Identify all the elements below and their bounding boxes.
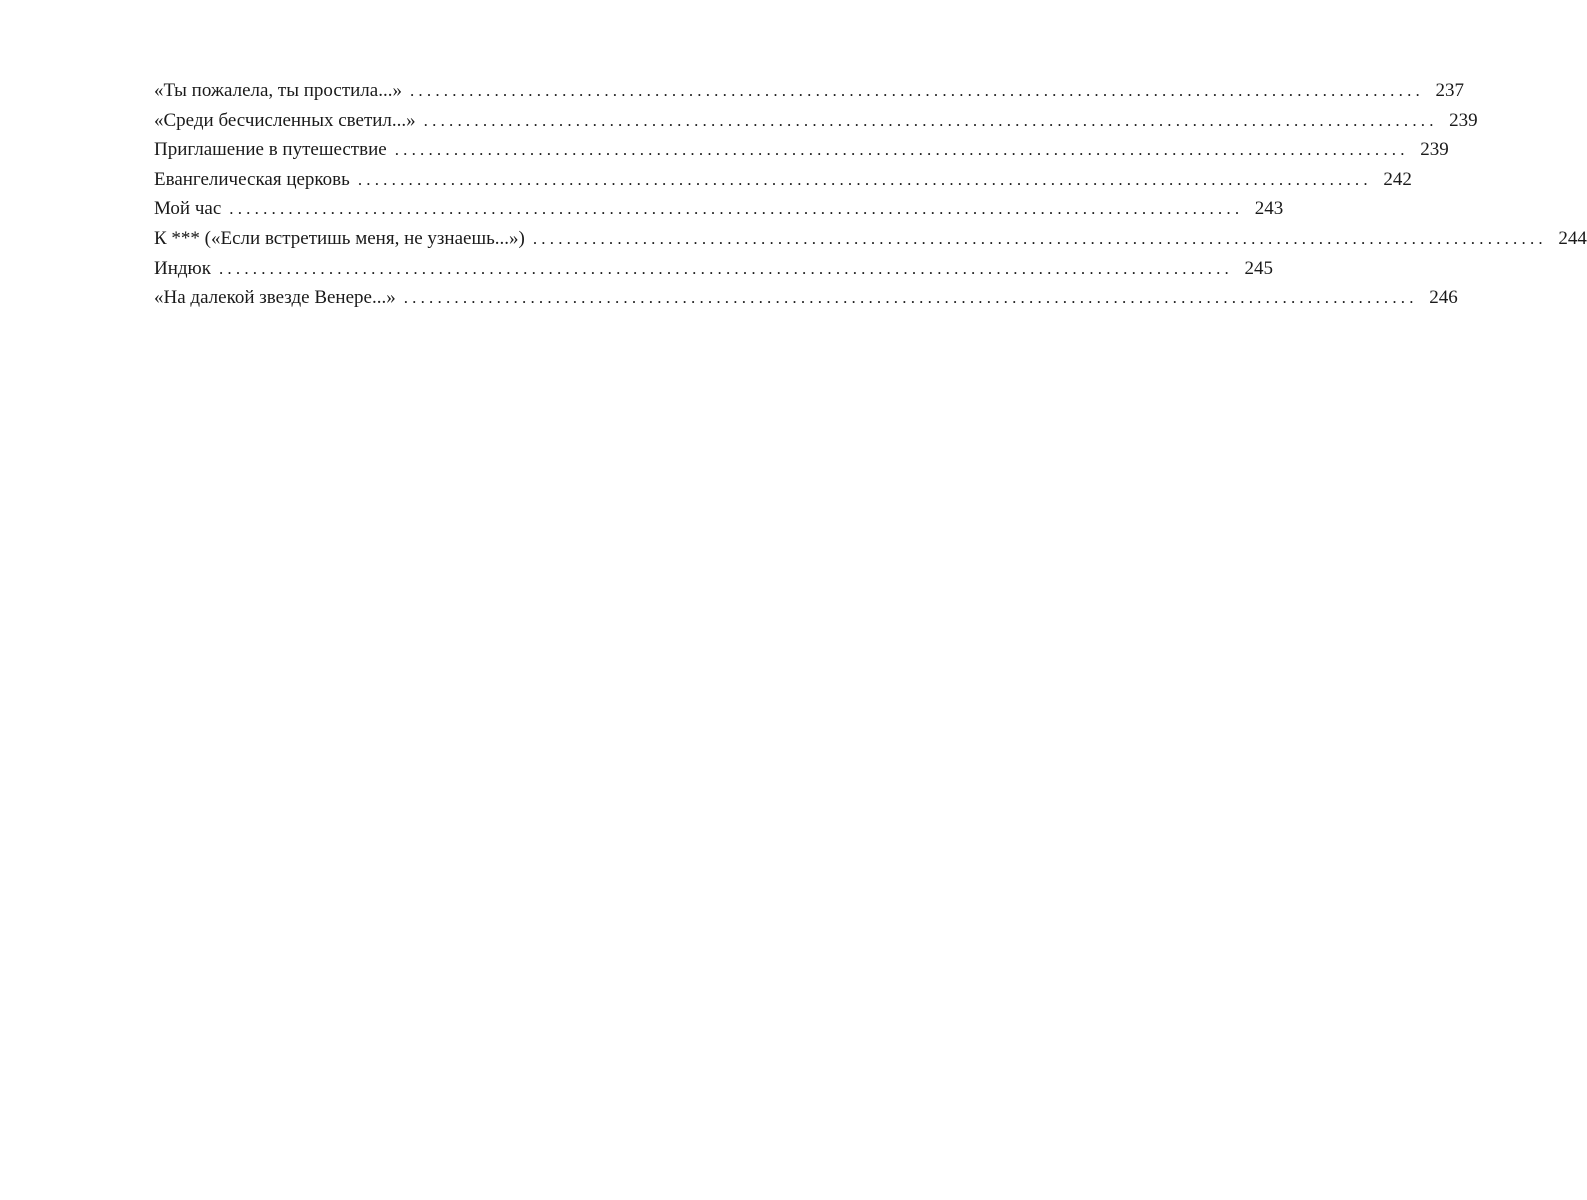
toc-entry-page: 245 <box>1244 257 1273 279</box>
toc-entry <box>154 254 1273 284</box>
toc-entry-page: 244 <box>1558 227 1587 249</box>
toc-entry-title: «Среди бесчисленных светил...» <box>154 109 416 131</box>
toc-entry <box>154 76 1464 106</box>
table-of-contents <box>154 76 1587 313</box>
dot-leader: ........................................................................................................................ <box>357 169 1372 189</box>
toc-entry <box>154 283 1458 313</box>
toc-entry-page: 239 <box>1420 139 1449 161</box>
toc-entry-title: «На далекой звезде Венере...» <box>154 287 396 309</box>
toc-entry-title: Евангелическая церковь <box>154 168 350 190</box>
toc-entry <box>154 106 1478 136</box>
toc-entry-title: «Ты пожалела, ты простила...» <box>154 80 402 101</box>
dot-leader: ........................................................................................................................ <box>218 258 1233 278</box>
toc-entry-page: 246 <box>1429 287 1458 309</box>
toc-entry <box>154 135 1449 165</box>
toc-entry-title: К *** («Если встретишь меня, не узнаешь...») <box>154 227 525 249</box>
dot-leader: ........................................................................................................................ <box>532 228 1547 248</box>
toc-entry <box>154 165 1412 195</box>
toc-entry-page: 239 <box>1449 109 1478 131</box>
dot-leader: ........................................................................................................................ <box>394 140 1409 160</box>
dot-leader: ........................................................................................................................ <box>409 81 1424 100</box>
toc-entry <box>154 224 1587 254</box>
dot-leader: ........................................................................................................................ <box>403 288 1418 308</box>
toc-entry-page: 243 <box>1254 198 1284 220</box>
dot-leader: ........................................................................................................................ <box>423 110 1438 130</box>
toc-entry-title: Приглашение в путешествие <box>154 139 387 161</box>
toc-entry-title: Мой час <box>154 198 222 220</box>
toc-entry <box>154 194 1284 224</box>
toc-entry-page: 237 <box>1435 80 1464 101</box>
dot-leader: ........................................................................................................................ <box>229 199 1244 219</box>
toc-entry-title: Индюк <box>154 257 211 279</box>
toc-entry-page: 242 <box>1383 168 1412 190</box>
